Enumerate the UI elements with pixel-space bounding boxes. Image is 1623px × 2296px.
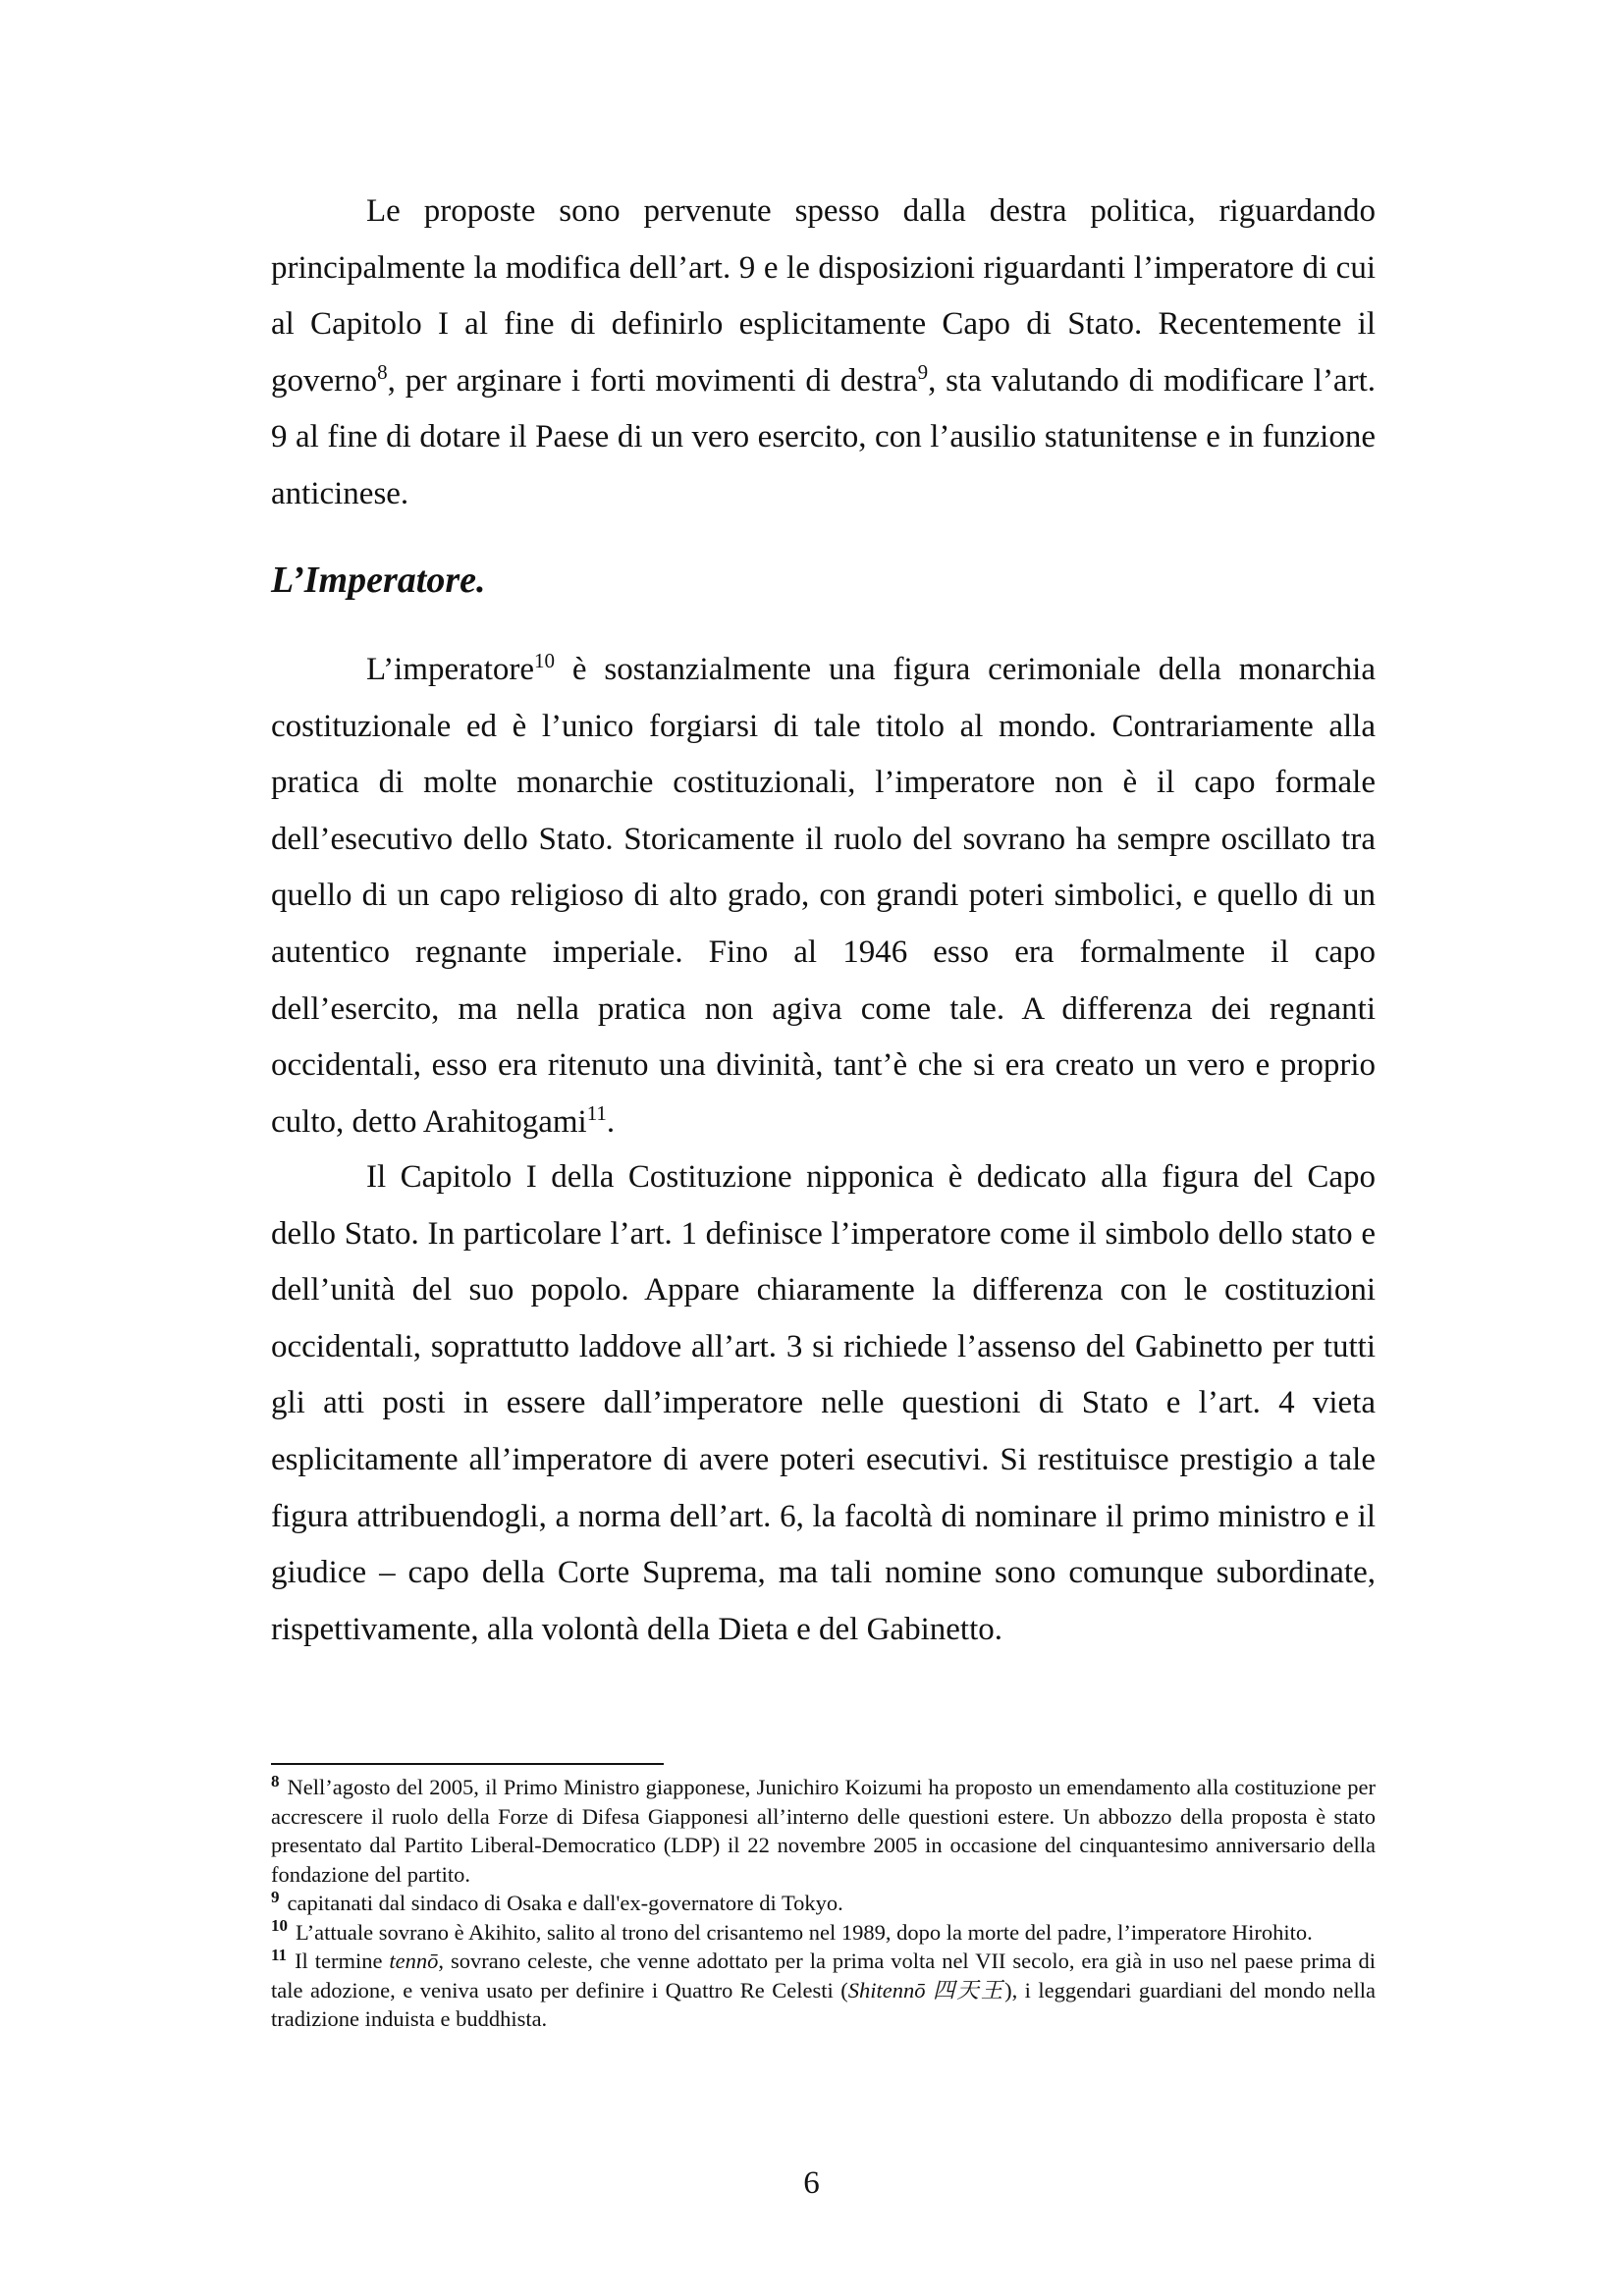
footnote-number: 9 <box>271 1887 280 1906</box>
footnote-9 <box>271 1889 1376 1918</box>
footnote-8 <box>271 1773 1376 1889</box>
paragraph-3 <box>271 1149 1376 1658</box>
footnote-11 <box>271 1947 1376 2034</box>
footnote-10 <box>271 1918 1376 1948</box>
footnote-term-tenno: tennō <box>389 1949 439 1973</box>
footnote-text-a: Il termine <box>295 1949 390 1973</box>
footnote-text: Nell’agosto del 2005, il Primo Ministro giapponese, Junichiro Koizumi ha proposto un emendamento alla costituzione per accrescere il ruolo della Forze di Difesa Giapponesi all’interno delle questioni estere. Un abbozzo della proposta è stato presentato dal Partito Liberal-Democratico (LDP) il 22 novembre 2005 in occasione del cinquantesimo anniversario della fondazione del partito. <box>271 1775 1376 1887</box>
section-heading: L’Imperatore. <box>271 560 486 601</box>
footnote-ref-10[interactable]: 10 <box>534 649 556 672</box>
paragraph-2 <box>271 642 1376 1150</box>
paragraph-3-text: Il Capitolo I della Costituzione nipponica è dedicato alla figura del Capo dello Stato. In particolare l’art. 1 definisce l’imperatore come il simbolo dello stato e dell’unità del suo popolo. Appare chiaramente la differenza con le costituzioni occidentali, soprattutto laddove all’art. 3 si richiede l’assenso del Gabinetto per tutti gli atti posti in essere dall’imperatore nelle questioni di Stato e l’art. 4 vieta esplicitamente all’imperatore di avere poteri esecutivi. Si restituisce prestigio a tale figura attribuendogli, a norma dell’art. 6, la facoltà di nominare il primo ministro e il giudice – capo della Corte Suprema, ma tali nomine sono comunque subordinate, rispettivamente, alla volontà della Dieta e del Gabinetto. <box>271 1159 1376 1647</box>
footnote-number: 10 <box>271 1916 288 1935</box>
paragraph-2-text-c: . <box>606 1103 616 1140</box>
paragraph-1-text-a: Le proposte sono pervenute spesso dalla destra politica, riguardando principalmente la modifica dell’art. 9 e le disposizioni riguardanti l’imperatore di cui al Capitolo I al fine di definirlo esplicitamente Capo di Stato. Recentemente il governo <box>271 193 1376 399</box>
paragraph-1-text-b: , per arginare i forti movimenti di destra <box>387 362 918 399</box>
footnote-text-c: ), i leggendari guardiani del mondo nella tradizione induista e buddhista. <box>271 1977 1376 2031</box>
footnote-text: capitanati dal sindaco di Osaka e dall'ex-governatore di Tokyo. <box>287 1891 843 1915</box>
footnote-term-shitenno: Shitennō 四天王 <box>847 1977 1005 2002</box>
footnote-ref-9[interactable]: 9 <box>917 359 929 384</box>
paragraph-2-text-b: è sostanzialmente una figura cerimoniale della monarchia costituzionale ed è l’unico forgiarsi di tale titolo al mondo. Contrariamente alla pratica di molte monarchie costituzionali, l’imperatore non è il capo formale dell’esecutivo dello Stato. Storicamente il ruolo del sovrano ha sempre oscillato tra quello di un capo religioso di alto grado, con grandi poteri simbolici, e quello di un autentico regnante imperiale. Fino al 1946 esso era formalmente il capo dell’esercito, ma nella pratica non agiva come tale. A differenza dei regnanti occidentali, esso era ritenuto una divinità, tant’è che si era creato un vero e proprio culto, detto Arahitogami <box>271 652 1376 1140</box>
footnote-ref-8[interactable]: 8 <box>377 359 388 384</box>
footnote-number: 8 <box>271 1771 280 1790</box>
page-number: 6 <box>803 2165 820 2201</box>
footnote-text-b: , sovrano celeste, che venne adottato per la prima volta nel VII secolo, era già in uso nel paese prima di tale adozione, e veniva usato per definire i Quattro Re Celesti ( <box>271 1949 1377 2002</box>
paragraph-2-text-a: L’imperatore <box>366 652 535 687</box>
footnotes <box>271 1773 1376 2034</box>
footnote-separator <box>271 1763 664 1765</box>
footnote-text: L’attuale sovrano è Akihito, salito al trono del crisantemo nel 1989, dopo la morte del padre, l’imperatore Hirohito. <box>296 1919 1313 1945</box>
footnote-ref-11[interactable]: 11 <box>586 1100 607 1125</box>
footnote-number: 11 <box>271 1945 288 1964</box>
paragraph-1 <box>271 184 1376 523</box>
paragraph-1-text-c: , sta valutando di modificare l’art. 9 al fine di dotare il Paese di un vero esercito, con l’ausilio statunitense e in funzione anticinese. <box>271 362 1376 511</box>
